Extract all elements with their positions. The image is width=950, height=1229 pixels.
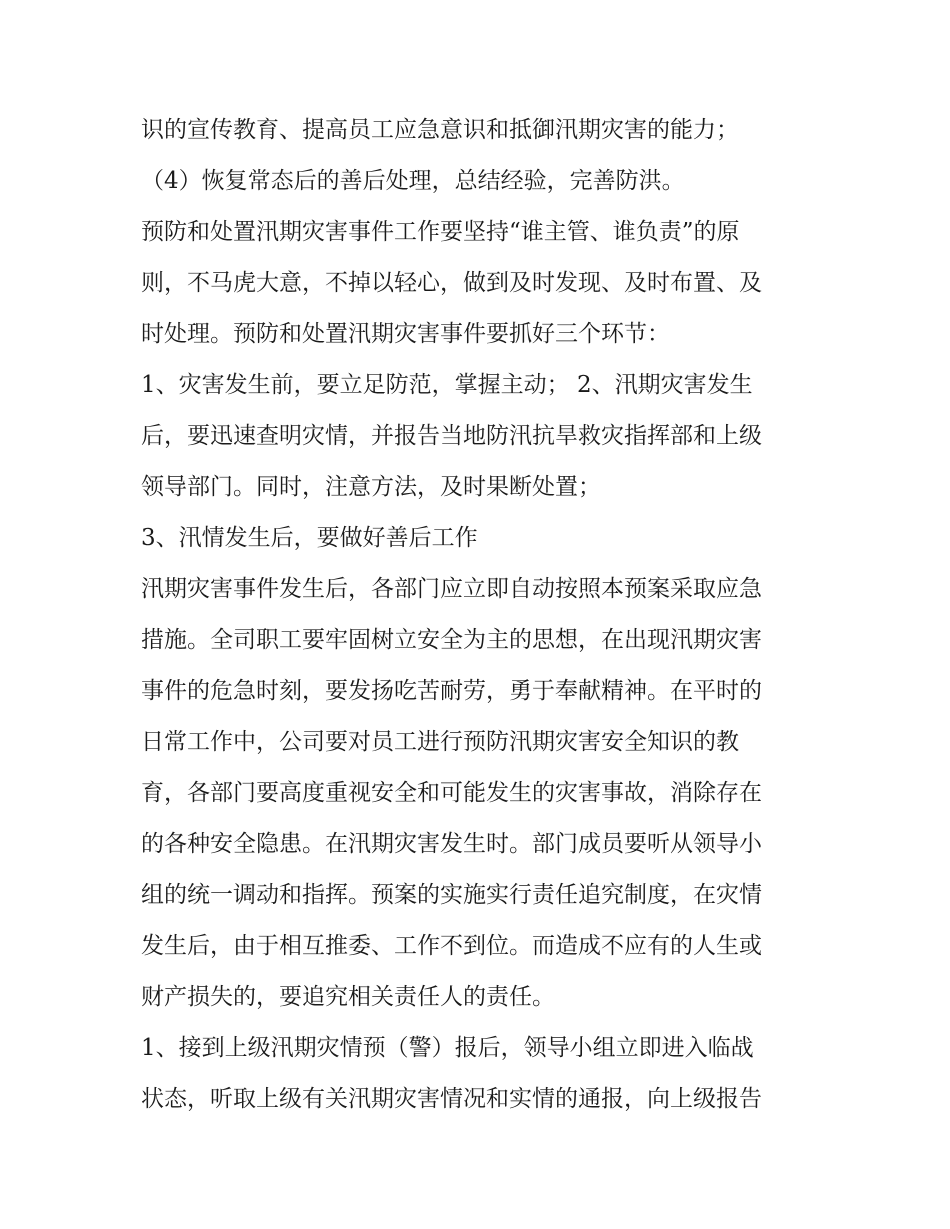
text-line: 状态，听取上级有关汛期灾害情况和实情的通报，向上级报告 [141, 1086, 762, 1112]
text-line: 财产损失的，要追究相关责任人的责任。 [141, 984, 555, 1010]
text-line: 识的宣传教育、提高员工应急意识和抵御汛期灾害的能力； [141, 117, 739, 143]
text-line: 发生后，由于相互推委、工作不到位。而造成不应有的人生或 [141, 933, 762, 959]
text-line: （4）恢复常态后的善后处理，总结经验，完善防洪。 [141, 168, 685, 194]
text-line: 1、接到上级汛期灾情预（警）报后，领导小组立即进入临战 [141, 1035, 754, 1061]
text-line: 事件的危急时刻，要发扬吃苦耐劳，勇于奉献精神。在平时的 [141, 678, 762, 704]
text-line: 时处理。预防和处置汛期灾害事件要抓好三个环节： [141, 321, 670, 347]
text-line: 组的统一调动和指挥。预案的实施实行责任追究制度，在灾情 [141, 882, 762, 908]
text-line: 日常工作中，公司要对员工进行预防汛期灾害安全知识的教 [141, 729, 739, 755]
text-line: 3、汛情发生后，要做好善后工作 [141, 525, 478, 551]
text-line: 领导部门。同时，注意方法，及时果断处置； [141, 474, 601, 500]
text-line: 育，各部门要高度重视安全和可能发生的灾害事故，消除存在 [141, 780, 762, 806]
text-line: 后，要迅速查明灾情，并报告当地防汛抗旱救灾指挥部和上级 [141, 423, 762, 449]
text-line: 则，不马虎大意，不掉以轻心，做到及时发现、及时布置、及 [141, 270, 762, 296]
text-line: 预防和处置汛期灾害事件工作要坚持“谁主管、谁负责”的原 [141, 219, 740, 245]
text-line: 汛期灾害事件发生后，各部门应立即自动按照本预案采取应急 [141, 576, 762, 602]
text-line: 措施。全司职工要牢固树立安全为主的思想，在出现汛期灾害 [141, 627, 762, 653]
text-line: 1、灾害发生前，要立足防范，掌握主动； 2、汛期灾害发生 [141, 372, 753, 398]
text-line: 的各种安全隐患。在汛期灾害发生时。部门成员要听从领导小 [141, 831, 762, 857]
